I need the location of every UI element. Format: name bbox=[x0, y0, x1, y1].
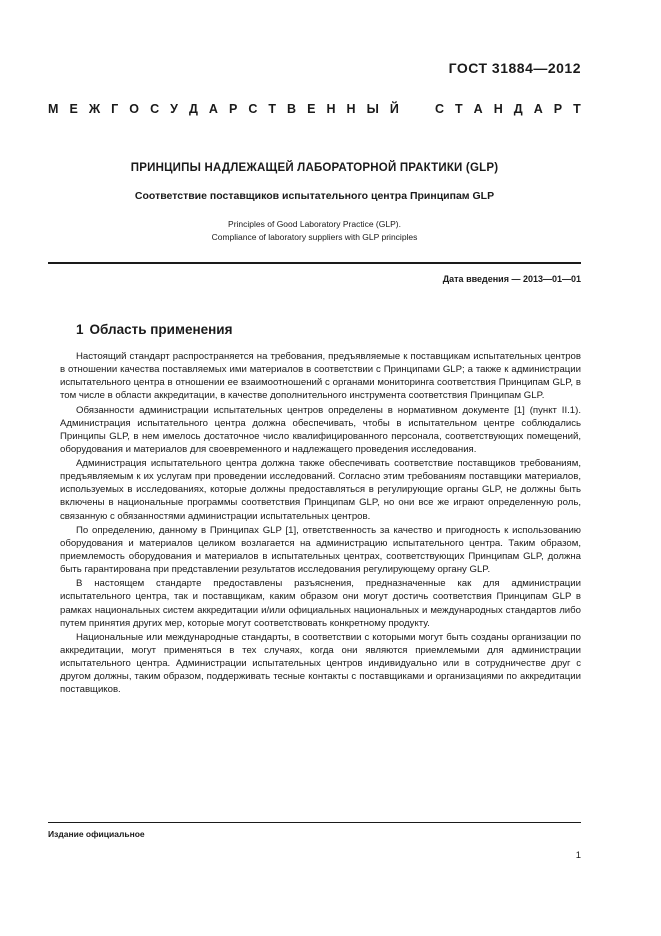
heading-letter: Ы bbox=[366, 102, 379, 116]
page-number: 1 bbox=[575, 850, 581, 861]
paragraph: Национальные или международные стандарты, в соответствии с которыми могут быть созданы организации по аккредитации, могут применяться в тех случаях, когда они являются приемлемыми для администрации испытательного центра. Администрации испытательных центров индивидуально или в сотрудничестве друг с другом должны, таким образом, поддерживать тесные контакты с поставщиками и организациями по аккредитации поставщиков. bbox=[60, 631, 581, 696]
heading-letter: Т bbox=[268, 102, 277, 116]
paragraph: Настоящий стандарт распространяется на требования, предъявляемые к поставщикам испытательных центров в отношении качества поставляемых ими материалов в соответствии с Принципами GLP; а также к администрации испытательного центра в отношении ее взаимоотношений с органами мониторинга соответствия Принципам GLP, в том числе в области аккредитации, в качестве дополнительного инструмента соответствия Принципам GLP. bbox=[60, 351, 581, 402]
heading-letter: Й bbox=[389, 102, 399, 116]
english-title-line-2: Compliance of laboratory suppliers with GLP principles bbox=[211, 232, 418, 242]
heading-letter: Е bbox=[69, 102, 78, 116]
standard-subtitle: Соответствие поставщиков испытательного центра Принципам GLP bbox=[134, 190, 495, 202]
interstate-standard-heading bbox=[48, 102, 581, 116]
heading-letter: Д bbox=[513, 102, 523, 116]
heading-letter: О bbox=[129, 102, 140, 116]
heading-letter: А bbox=[208, 102, 218, 116]
heading-letter: Н bbox=[346, 102, 356, 116]
gost-code: ГОСТ 31884—2012 bbox=[448, 60, 581, 76]
heading-letter: У bbox=[170, 102, 178, 116]
english-title-line-1: Principles of Good Laboratory Practice (GLP). bbox=[228, 219, 401, 229]
heading-letter: С bbox=[434, 102, 444, 116]
heading-letter: С bbox=[150, 102, 160, 116]
footer-divider bbox=[48, 822, 581, 823]
heading-letter: Р bbox=[228, 102, 238, 116]
paragraph: По определению, данному в Принципах GLP [1], ответственность за качество и пригодность к использованию оборудования и материалов целиком возлагается на администрацию испытательного центра. Таким образом, приемлемость оборудования и материалов в испытательных центрах, соответствующих Принципам GLP, должна быть гарантирована при представлении результатов исследования регулирующему органу GLP. bbox=[60, 524, 581, 576]
heading-letter: Р bbox=[553, 102, 563, 116]
heading-letter: В bbox=[287, 102, 297, 116]
heading-letter: Г bbox=[111, 102, 119, 116]
section-heading bbox=[76, 322, 232, 337]
heading-letter: С bbox=[248, 102, 258, 116]
paragraph: Обязанности администрации испытательных центров определены в нормативном документе [1] (пункт II.1). Администрация испытательного центра должна обеспечивать, чтобы в испытательном центре соблюдались Принципы GLP, в нем имелось достаточное число квалифицированного персонала, соответствующих помещений, оборудования и материалов для своевременного и надлежащего проведения исследования. bbox=[60, 404, 581, 455]
heading-letter: А bbox=[533, 102, 543, 116]
heading-letter: Т bbox=[573, 102, 581, 116]
word-gap bbox=[410, 102, 424, 116]
section-number: 1 bbox=[76, 322, 84, 337]
edition-label: Издание официальное bbox=[48, 829, 145, 839]
heading-letter: А bbox=[473, 102, 483, 116]
heading-letter: Е bbox=[307, 102, 316, 116]
heading-letter: М bbox=[48, 102, 59, 116]
paragraph: Администрация испытательного центра должна также обеспечивать соответствие поставщиков требованиям, предъявляемым к их услугам при проведении исследований. Согласно этим требованиям поставщики материалов, используемых в исследованиях, которые должны предоставляться в регулирующие органы GLP, не должны быть включены в национальные программы соответствия Принципам GLP, но они все же играют определенную роль, связанную с обязанностями администрации испытательных центров. bbox=[60, 458, 581, 522]
section-title: Область применения bbox=[89, 322, 233, 337]
paragraph: В настоящем стандарте предоставлены разъяснения, предназначенные как для администрации испытательного центра, так и поставщикам, каким образом они могут достичь соответствия Принципам GLP в рамках национальных систем аккредитации и/или официальных национальных и международных стандартов либо путем принятия других мер, которые могут соответствовать конкретному продукту. bbox=[60, 578, 581, 629]
heading-letter: Ж bbox=[88, 102, 101, 116]
heading-letter: Н bbox=[493, 102, 503, 116]
header-divider bbox=[48, 262, 581, 264]
introduction-date: Дата введения — 2013—01—01 bbox=[442, 274, 581, 284]
heading-letter: Т bbox=[455, 102, 463, 116]
section-body bbox=[60, 350, 581, 698]
standard-title: ПРИНЦИПЫ НАДЛЕЖАЩЕЙ ЛАБОРАТОРНОЙ ПРАКТИКИ (GLP) bbox=[130, 162, 499, 174]
heading-letter: Н bbox=[326, 102, 336, 116]
english-title bbox=[48, 218, 581, 244]
heading-letter: Д bbox=[188, 102, 198, 116]
